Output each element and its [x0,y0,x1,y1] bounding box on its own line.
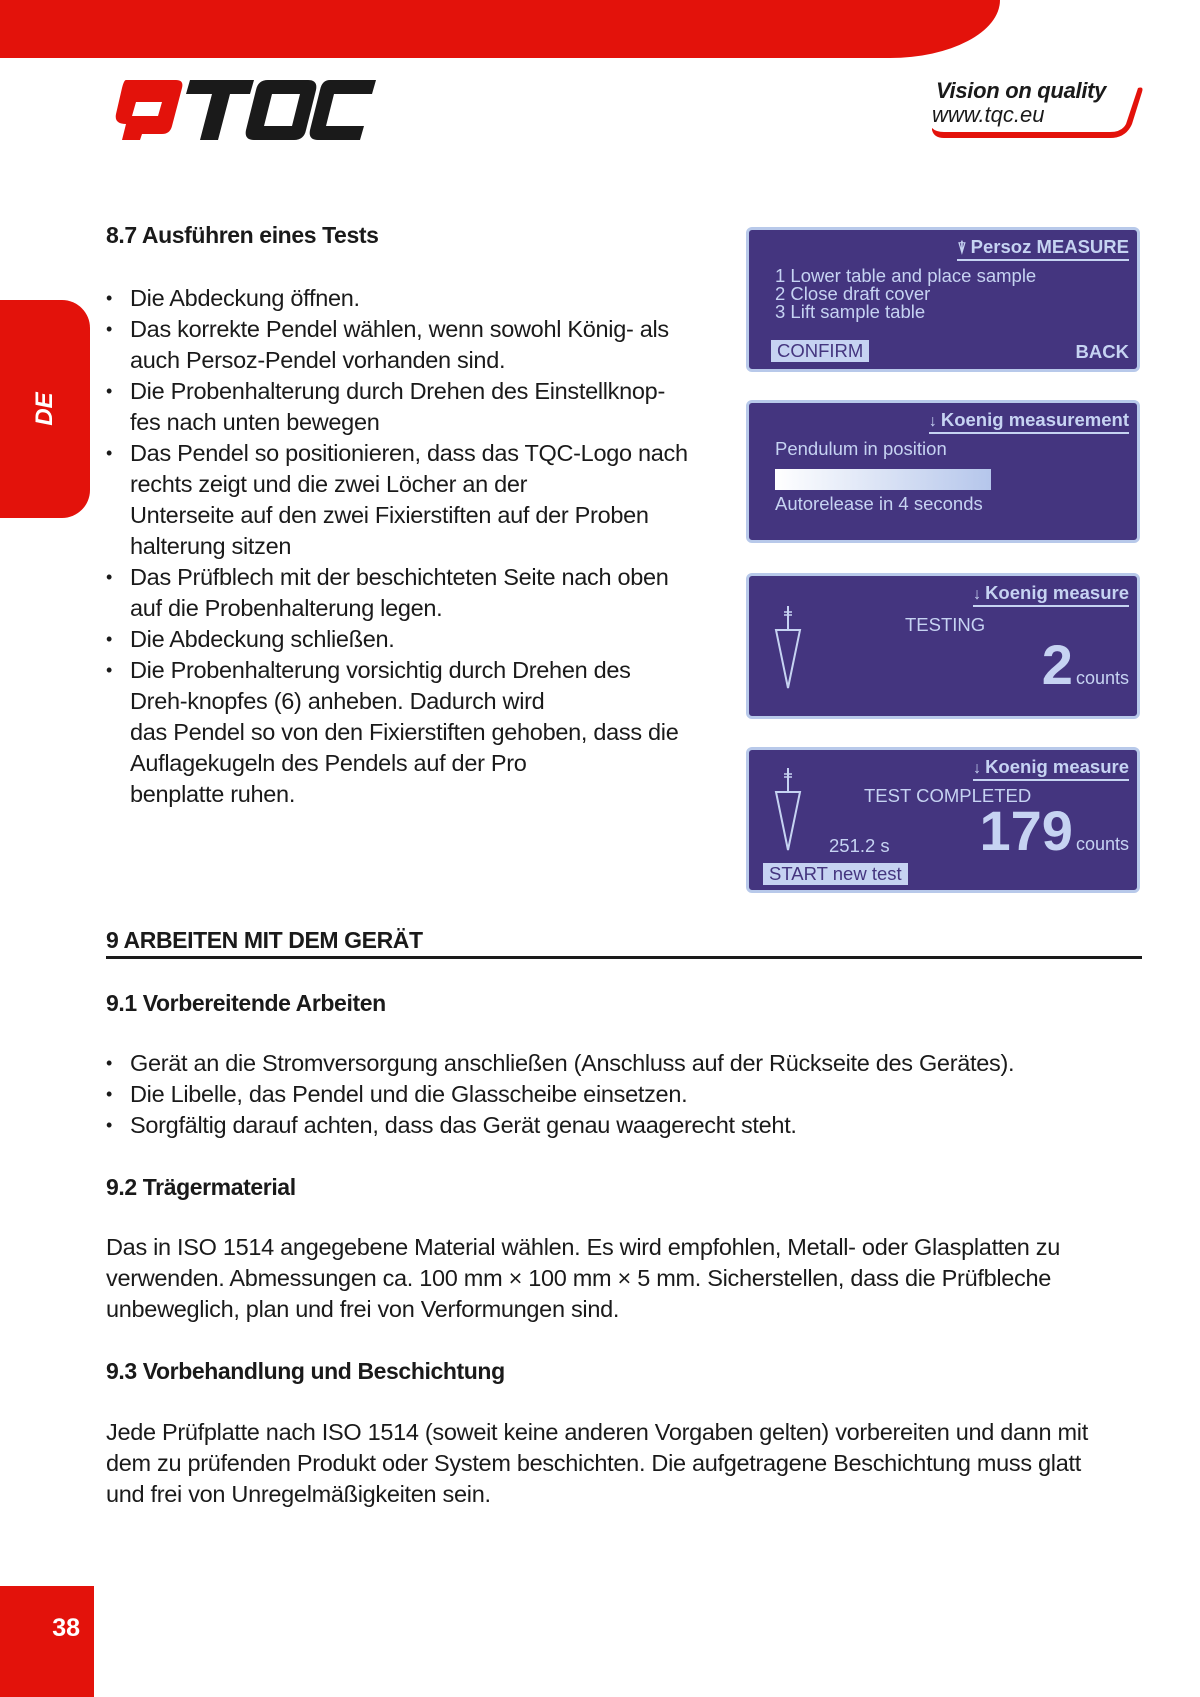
tqc-logo-icon [108,78,378,142]
step-3: 3 Lift sample table [775,301,926,322]
page-number: 38 [52,1614,80,1642]
status-text: TEST COMPLETED [864,785,1032,806]
list-item: • Die Probenhalterung durch Drehen des Einstellknop- fes nach unten bewegen [106,376,726,438]
language-tab [0,300,90,518]
list-item: • Das Prüfblech mit der beschichteten Seite nach oben auf die Probenhalterung legen. [106,562,726,624]
list-item: • Das Pendel so positionieren, dass das TQC-Logo nach rechts zeigt und die zwei Löcher an der Unterseite auf den zwei Fixierstiften auf der Proben halterung sitzen [106,438,726,562]
tagline-block [930,78,1145,140]
start-new-test-button[interactable]: START new test [763,863,908,885]
page-number-box [0,1586,94,1697]
list-item: • Die Libelle, das Pendel und die Glasscheibe einsetzen. [106,1079,1146,1110]
koenig-completed-screen [746,747,1140,893]
list-item: • Gerät an die Stromversorgung anschließen (Anschluss auf der Rückseite des Gerätes). [106,1048,1146,1079]
autorelease-progress-bar [775,469,991,490]
pendulum-icon [773,766,803,854]
count-readout [980,798,1129,863]
language-label: DE [31,392,58,426]
count-unit: counts [1075,668,1129,688]
koenig-position-screen [746,400,1140,543]
step-1: 1 Lower table and place sample [775,265,1037,286]
section-9-3-title: 9.3 Vorbehandlung und Beschichtung [106,1358,505,1384]
elapsed-time: 251.2 s [829,835,890,856]
pendulum-icon [773,604,803,692]
back-button[interactable]: BACK [1075,341,1129,362]
status-text: Pendulum in position [775,438,947,459]
screen-title: ↓ Koenig measure [973,756,1129,781]
section-9-2-paragraph: Das in ISO 1514 angegebene Material wählen. Es wird empfohlen, Metall- oder Glasplatten zu verwenden. Abmessungen ca. 100 mm × 100 mm × 5 mm. Sicherstellen, dass die Prüfbleche unbeweglich, plan und frei von Verformungen sind. [106,1234,1061,1322]
count-value: 2 [1041,633,1073,696]
section-9-1-bullets [106,1048,1146,1141]
top-red-band [0,0,1000,58]
koenig-arrow-icon: ↓ [928,413,937,430]
count-value: 179 [979,799,1073,862]
persoz-measure-screen [746,227,1140,372]
screen-title: ↓ Koenig measurement [929,409,1129,434]
tqc-logo [108,78,378,142]
list-item: • Die Probenhalterung vorsichtig durch Drehen des Dreh-knopfes (6) anheben. Dadurch wird das Pendel so von den Fixierstiften gehoben, dass die Auflagekugeln des Pendels auf der Pro benplatte ruhen. [106,655,726,810]
section-9-title: 9 ARBEITEN MIT DEM GERÄT [106,927,423,953]
list-item: • Das korrekte Pendel wählen, wenn sowohl König- als auch Persoz-Pendel vorhanden sind. [106,314,726,376]
screen-title: ↓ Koenig measure [973,582,1129,607]
website-link[interactable]: www.tqc.eu [932,102,1045,127]
progress-fill [775,469,991,490]
koenig-arrow-icon: ↓ [973,586,982,603]
screen-title: ⍒ Persoz MEASURE [957,236,1129,261]
section-8-7-title: 8.7 Ausführen eines Tests [106,222,379,248]
section-9-2-title: 9.2 Trägermaterial [106,1174,296,1200]
status-text: TESTING [905,614,986,635]
list-item: • Sorgfältig darauf achten, dass das Gerät genau waagerecht steht. [106,1110,1146,1141]
autorelease-text: Autorelease in 4 seconds [775,493,983,514]
section-9-3-paragraph: Jede Prüfplatte nach ISO 1514 (soweit keine anderen Vorgaben gelten) vorbereiten und dann mit dem zu prüfenden Produkt oder System beschichten. Die aufgetragene Beschichtung muss glatt und frei von Unregelmäßigkeiten sein. [106,1419,1088,1507]
confirm-button[interactable]: CONFIRM [771,340,869,362]
list-item: • Die Abdeckung öffnen. [106,283,726,314]
tagline-text: Vision on quality [936,78,1107,103]
koenig-arrow-icon: ↓ [973,760,982,777]
koenig-testing-screen [746,573,1140,719]
step-2: 2 Close draft cover [775,283,931,304]
section-divider [106,956,1142,959]
list-item: • Die Abdeckung schließen. [106,624,726,655]
count-unit: counts [1075,834,1129,854]
section-9-1-title: 9.1 Vorbereitende Arbeiten [106,990,386,1016]
section-8-7-bullets [106,283,726,810]
count-readout [1042,632,1129,697]
persoz-pendulum-icon: ⍒ [957,240,967,257]
